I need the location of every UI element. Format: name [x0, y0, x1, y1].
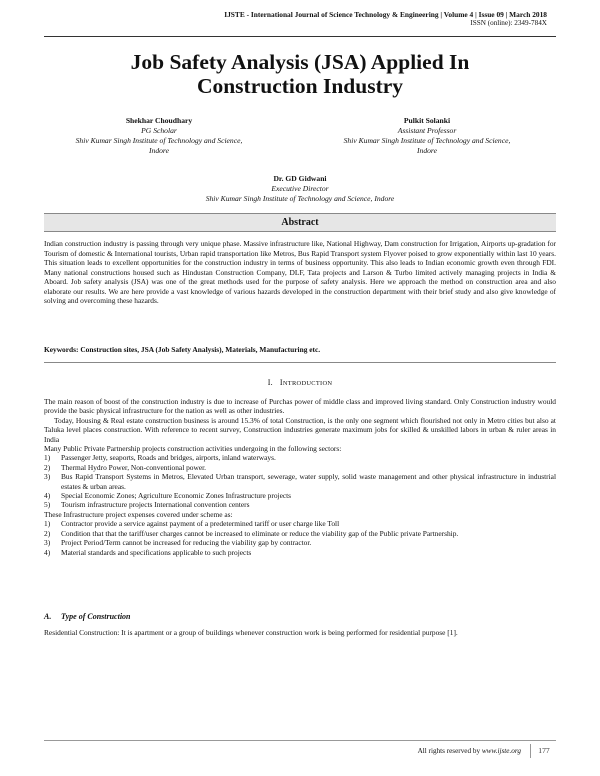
list-item	[44, 463, 556, 472]
subsection-number: A.	[44, 612, 52, 621]
list-number: 5)	[44, 500, 51, 510]
subsection-heading	[44, 612, 130, 621]
issn-line: ISSN (online): 2349-784X	[470, 19, 547, 27]
abstract-divider	[44, 362, 556, 363]
author-affiliation: Shiv Kumar Singh Institute of Technology and Science,	[75, 136, 243, 145]
list-number: 3)	[44, 472, 51, 482]
list-number: 2)	[44, 528, 51, 538]
author-role: Assistant Professor	[397, 126, 457, 135]
list-item	[44, 453, 556, 462]
list-item	[44, 472, 556, 491]
abstract-heading: Abstract	[44, 213, 556, 232]
author-name: Dr. GD Gidwani	[273, 174, 327, 183]
page-number: 177	[530, 744, 557, 758]
section-title-rest: NTRODUCTION	[282, 380, 333, 387]
list-item	[44, 548, 556, 557]
list-number: 4)	[44, 491, 51, 501]
footer-rights	[418, 747, 521, 755]
list-text: Condition that that the tariff/user charges cannot be increased to eliminate or reduce the viability gap of the Public private Partnership.	[61, 528, 459, 538]
journal-header: IJSTE - International Journal of Science Technology & Engineering | Volume 4 | Issue 09 | March 2018	[224, 10, 547, 19]
list-text: Passenger Jetty, seaports, Roads and bridges, airports, inland waterways.	[61, 453, 276, 463]
header-divider	[44, 36, 556, 37]
title-line-1: Job Safety Analysis (JSA) Applied In	[130, 50, 470, 74]
section-heading-introduction	[0, 378, 600, 387]
paragraph: Residential Construction: It is apartment or a group of buildings whenever construction work is being performed for residential purpose [1].	[44, 628, 458, 637]
list-item	[44, 519, 556, 528]
list-number: 1)	[44, 453, 51, 463]
paragraph: Today, Housing & Real estate construction business is around 15.3% of total Construction, is the only one segment which flourished not only in Metro cities but also at Taluka level places construction. With reference to recent survey, Construction industries generate maximum jobs for skilled & unskilled labors in urban & ruler areas in India	[44, 415, 556, 444]
list-item	[44, 538, 556, 547]
list-text: Special Economic Zones; Agriculture Economic Zones Infrastructure projects	[61, 491, 292, 501]
list-number: 3)	[44, 538, 51, 548]
list-number: 1)	[44, 519, 51, 529]
keywords: Keywords: Construction sites, JSA (Job Safety Analysis), Materials, Manufacturing etc.	[44, 345, 321, 354]
list-number: 2)	[44, 462, 51, 472]
list-text: Material standards and specifications applicable to such projects	[61, 547, 252, 557]
introduction-body	[44, 397, 556, 557]
list-item	[44, 491, 556, 500]
title-line-2: Construction Industry	[196, 74, 404, 98]
list-text: Thermal Hydro Power, Non-conventional power.	[61, 462, 207, 472]
author-role: PG Scholar	[141, 126, 177, 135]
subsection-title: Type of Construction	[61, 612, 131, 621]
paragraph: Many Public Private Partnership projects construction activities undergoing in the following sectors:	[44, 444, 342, 454]
subsection-body	[44, 628, 556, 637]
section-title-initial: I	[279, 378, 283, 387]
author-name: Pulkit Solanki	[403, 116, 451, 125]
list-number: 4)	[44, 547, 51, 557]
author-city: Indore	[417, 146, 437, 155]
list-text: Contractor provide a service against payment of a predetermined tariff or user charge like Toll	[61, 519, 340, 529]
author-block	[40, 116, 278, 156]
footer-site-link[interactable]: www.ijste.org	[481, 747, 521, 755]
author-city: Indore	[149, 146, 169, 155]
footer-rights-text: All rights reserved by	[417, 747, 481, 755]
author-role: Executive Director	[271, 184, 329, 193]
author-affiliation: Shiv Kumar Singh Institute of Technology and Science,	[343, 136, 511, 145]
author-block	[120, 174, 480, 204]
abstract-text: Indian construction industry is passing through very unique phase. Massive infrastructure like, National Highway, Dam construction for Irrigation, Airports up-gradation for Tourism of domestic & International tourists, Urban rapid transportation like Metros, Bus Rapid Transport system Flyover poised to grow exponentially within last 10 years. This situation leads to excellent opportunities for the construction industry in terms of business opportunity. This also leads to Indian economic growth even through FDI. Many national constructions housed such as Hindustan Construction Company, DLF, Tata projects and Larson & Turbo limited actively managing projects in India & Aboard. Job safety analysis (JSA) was one of the great methods used for the purpose of safety analysis. Here we approach the method on construction area and also elaborate our results. We are here provide a vast knowledge of various hazards developed in the construction department with their brief study and also give knowledge of solving and overcoming these hazards.	[44, 239, 556, 306]
list-text: Project Period/Term cannot be increased for reducing the viability gap by contractor.	[61, 538, 312, 548]
footer-divider	[44, 740, 556, 741]
paragraph: The main reason of boost of the construction industry is due to increase of Purchas power of middle class and improved living standard. Only Construction industry would provide the basic physical infrastructure for the nation as well as other industries.	[44, 397, 556, 416]
section-number: I.	[267, 378, 273, 387]
author-affiliation: Shiv Kumar Singh Institute of Technology and Science, Indore	[205, 194, 395, 203]
paragraph: These Infrastructure project expenses covered under scheme as:	[44, 509, 233, 519]
list-text: Tourism infrastructure projects International convention centers	[61, 500, 250, 510]
list-item	[44, 529, 556, 538]
author-block	[302, 116, 552, 156]
list-text: Bus Rapid Transport Systems in Metros, Elevated Urban transport, sewerage, water supply, solid waste management and other physical infrastructure in industrial estates & urban areas.	[61, 472, 556, 491]
author-name: Shekhar Choudhary	[125, 116, 193, 125]
paper-title	[0, 50, 600, 98]
list-item	[44, 500, 556, 509]
